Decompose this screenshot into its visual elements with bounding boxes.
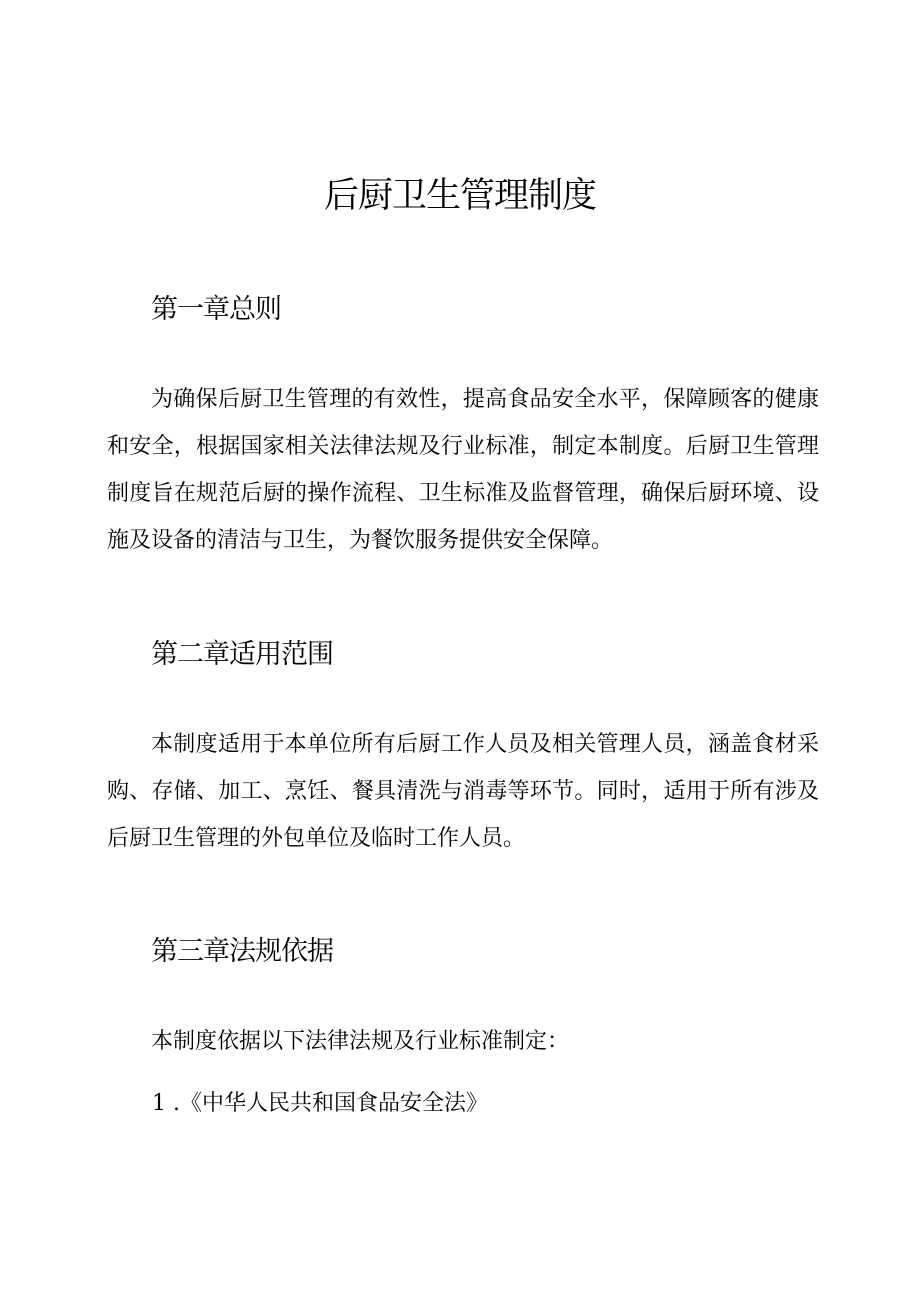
chapter-heading-legal-basis: 第三章法规依据 bbox=[151, 936, 333, 967]
chapter-general-paragraph: 为确保后厨卫生管理的有效性，提高食品安全水平，保障顾客的健康和安全，根据国家相关法律法规及行业标准，制定本制度。后厨卫生管理制度旨在规范后厨的操作流程、卫生标准及监督管理，确保后厨环境、设施及设备的清洁与卫生，为餐饮服务提供安全保障。 bbox=[107, 387, 819, 553]
chapter-heading-scope: 第二章适用范围 bbox=[151, 639, 333, 670]
chapter-heading-general: 第一章总则 bbox=[151, 294, 281, 325]
chapter-scope-paragraph: 本制度适用于本单位所有后厨工作人员及相关管理人员，涵盖食材采购、存储、加工、烹饪、餐具清洗与消毒等环节。同时，适用于所有涉及后厨卫生管理的外包单位及临时工作人员。 bbox=[107, 732, 819, 851]
chapter-legal-basis-paragraph: 本制度依据以下法律法规及行业标准制定： bbox=[151, 1029, 570, 1054]
document-title: 后厨卫生管理制度 bbox=[323, 176, 596, 216]
legal-basis-list-item: 1 .《中华人民共和国食品安全法》 bbox=[152, 1091, 488, 1116]
